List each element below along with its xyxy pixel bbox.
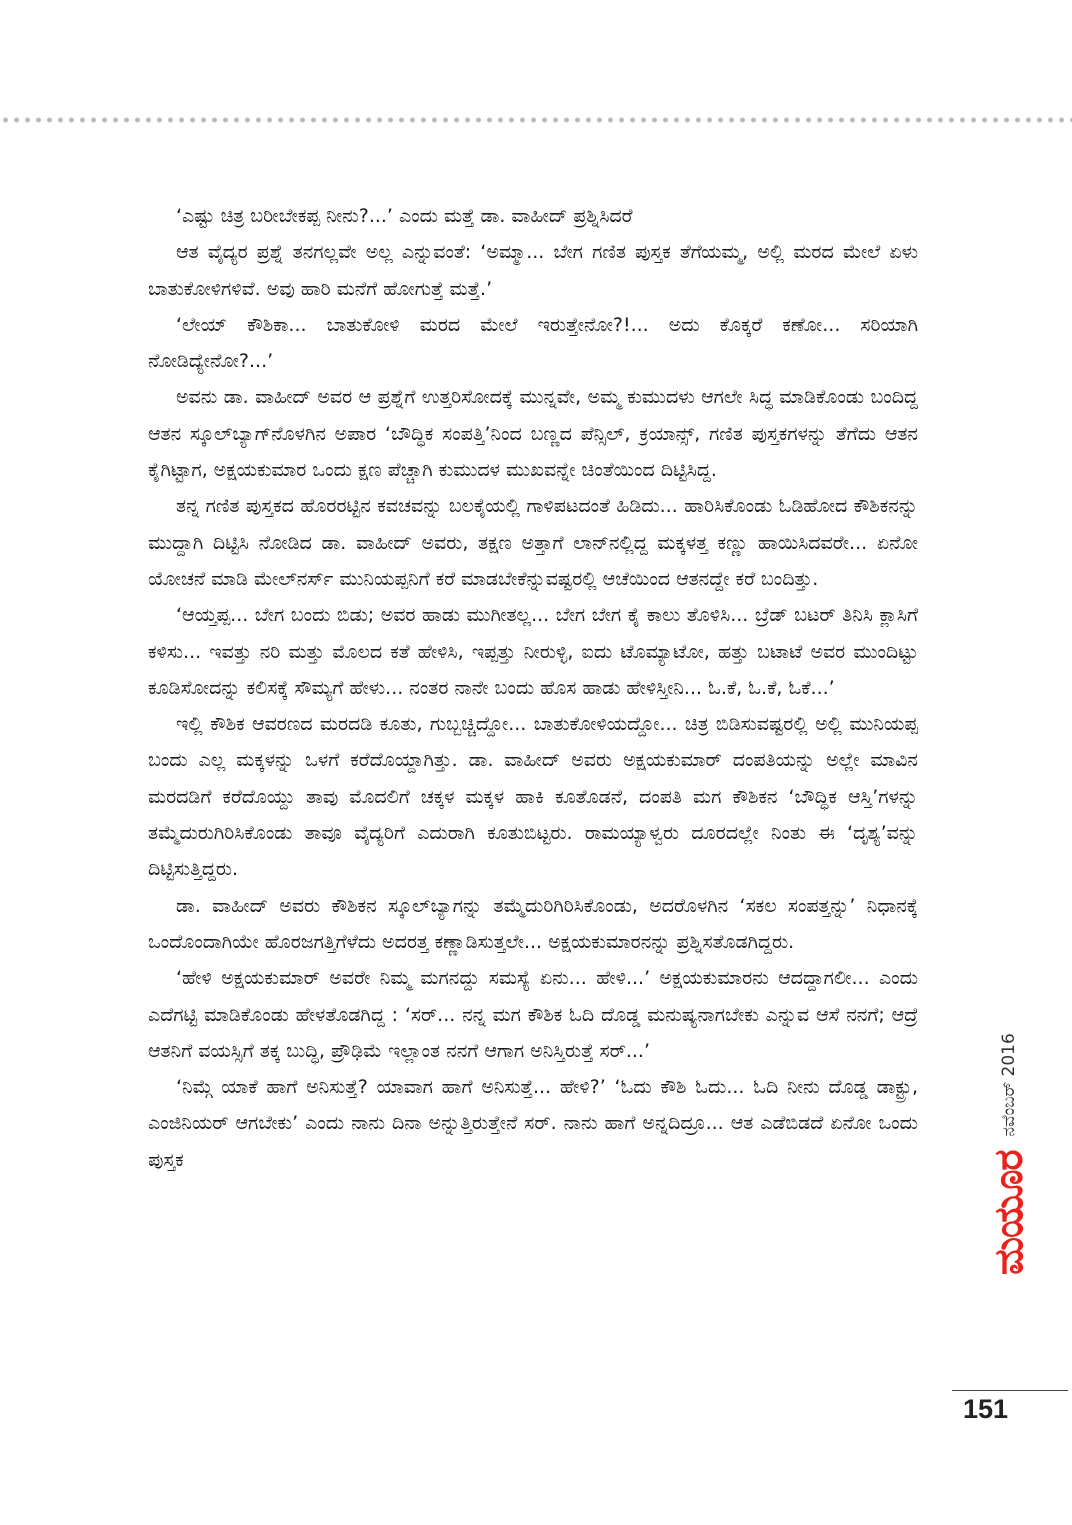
paragraph: ‘ಹೇಳಿ ಅಕ್ಷಯಕುಮಾರ್ ಅವರೇ ನಿಮ್ಮ ಮಗನದ್ದು ಸಮಸ್ಯೆ ಏನು... ಹೇಳಿ...’ ಅಕ್ಷಯಕುಮಾರನು ಆದದ್ದಾಗಲೀ... ಎಂದು ಎದೆಗಟ್ಟಿ ಮಾಡಿಕೊಂಡು ಹೇಳತೊಡಗಿದ್ದ : ‘ಸರ್... ನನ್ನ ಮಗ ಕೌಶಿಕ ಓದಿ ದೊಡ್ಡ ಮನುಷ್ಯನಾಗಬೇಕು ಎನ್ನುವ ಆಸೆ ನನಗೆ; ಆದ್ರೆ ಆತನಿಗೆ ವಯಸ್ಸಿಗೆ ತಕ್ಕ ಬುದ್ಧಿ, ಪ್ರೌಢಿಮೆ ಇಲ್ಲಾಂತ ನನಗೆ ಆಗಾಗ ಅನಿಸ್ತಿರುತ್ತೆ ಸರ್...’ <box>148 967 918 1062</box>
magazine-logo: ಮಯೂರ <box>986 1150 1032 1275</box>
page-number: 151 <box>963 1394 1009 1424</box>
article-body <box>148 198 918 1178</box>
paragraph: ‘ಎಷ್ಟು ಚಿತ್ರ ಬರೀಬೇಕಪ್ಪ ನೀನು?...’ ಎಂದು ಮತ್ತೆ ಡಾ. ವಾಹೀದ್ ಪ್ರಶ್ನಿಸಿದರೆ <box>176 205 633 227</box>
magazine-footer <box>986 1033 1032 1275</box>
paragraph: ಅವನು ಡಾ. ವಾಹೀದ್ ಅವರ ಆ ಪ್ರಶ್ನೆಗೆ ಉತ್ತರಿಸೋದಕ್ಕೆ ಮುನ್ನವೇ, ಅಮ್ಮ ಕುಮುದಳು ಆಗಲೇ ಸಿದ್ಧ ಮಾಡಿಕೊಂಡು ಬಂದಿದ್ದ ಆತನ ಸ್ಕೂಲ್‌ಬ್ಯಾಗ್‌ನೊಳಗಿನ ಅಪಾರ ‘ಬೌದ್ಧಿಕ ಸಂಪತ್ತಿ’ನಿಂದ ಬಣ್ಣದ ಪೆನ್ಸಿಲ್, ಕ್ರಯಾನ್ಸ್, ಗಣಿತ ಪುಸ್ತಕಗಳನ್ನು ತೆಗೆದು ಆತನ ಕೈಗಿಟ್ಟಾಗ, ಅಕ್ಷಯಕುಮಾರ ಒಂದು ಕ್ಷಣ ಪೆಚ್ಚಾಗಿ ಕುಮುದಳ ಮುಖವನ್ನೇ ಚಿಂತೆಯಿಂದ ದಿಟ್ಟಿಸಿದ್ದ. <box>148 386 918 482</box>
footer-rule <box>952 1390 1068 1391</box>
paragraph: ‘ಆಯ್ತಪ್ಪ... ಬೇಗ ಬಂದು ಬಿಡು; ಅವರ ಹಾಡು ಮುಗೀತಲ್ಲ... ಬೇಗ ಬೇಗ ಕೈ ಕಾಲು ತೊಳಿಸಿ... ಬ್ರೆಡ್ ಬಟರ್ ತಿನಿಸಿ ಕ್ಲಾಸಿಗೆ ಕಳಿಸು... ಇವತ್ತು ನರಿ ಮತ್ತು ಮೊಲದ ಕತೆ ಹೇಳಿಸಿ, ಇಪ್ಪತ್ತು ನೀರುಳ್ಳಿ, ಐದು ಟೊಮ್ಯಾಟೋ, ಹತ್ತು ಬಟಾಟೆ ಅವರ ಮುಂದಿಟ್ಟು ಕೂಡಿಸೋದನ್ನು ಕಲಿಸಕ್ಕೆ ಸೌಮ್ಯಗೆ ಹೇಳು... ನಂತರ ನಾನೇ ಬಂದು ಹೊಸ ಹಾಡು ಹೇಳಿಸ್ತೀನಿ... ಓ.ಕೆ, ಓ.ಕೆ, ಓಕೆ...’ <box>148 604 918 699</box>
paragraph: ಡಾ. ವಾಹೀದ್ ಅವರು ಕೌಶಿಕನ ಸ್ಕೂಲ್‌ಬ್ಯಾಗನ್ನು ತಮ್ಮೆದುರಿಗಿರಿಸಿಕೊಂಡು, ಅದರೊಳಗಿನ ‘ಸಕಲ ಸಂಪತ್ತನ್ನು’ ನಿಧಾನಕ್ಕೆ ಒಂದೊಂದಾಗಿಯೇ ಹೊರಜಗತ್ತಿಗೆಳೆದು ಅದರತ್ತ ಕಣ್ಣಾಡಿಸುತ್ತಲೇ... ಅಕ್ಷಯಕುಮಾರನನ್ನು ಪ್ರಶ್ನಿಸತೊಡಗಿದ್ದರು. <box>148 894 918 953</box>
paragraph: ಇಲ್ಲಿ ಕೌಶಿಕ ಆವರಣದ ಮರದಡಿ ಕೂತು, ಗುಬ್ಬಚ್ಚಿದ್ದೋ... ಬಾತುಕೋಳಿಯದ್ದೋ... ಚಿತ್ರ ಬಿಡಿಸುವಷ್ಟರಲ್ಲಿ ಅಲ್ಲಿ ಮುನಿಯಪ್ಪ ಬಂದು ಎಲ್ಲ ಮಕ್ಕಳನ್ನು ಒಳಗೆ ಕರೆದೊಯ್ದಾಗಿತ್ತು. ಡಾ. ವಾಹೀದ್ ಅವರು ಅಕ್ಷಯಕುಮಾರ್ ದಂಪತಿಯನ್ನು ಅಲ್ಲೇ ಮಾವಿನ ಮರದಡಿಗೆ ಕರೆದೊಯ್ದು ತಾವು ಮೊದಲಿಗೆ ಚಕ್ಕಳ ಮಕ್ಕಳ ಹಾಕಿ ಕೂತೊಡನೆ, ದಂಪತಿ ಮಗ ಕೌಶಿಕನ ‘ಬೌದ್ಧಿಕ ಆಸ್ತಿ’ಗಳನ್ನು ತಮ್ಮೆದುರುಗಿರಿಸಿಕೊಂಡು ತಾವೂ ವೈದ್ಯರಿಗೆ ಎದುರಾಗಿ ಕೂತುಬಿಟ್ಟರು. ರಾಮಯ್ಯಾಳ್ವರು ದೂರದಲ್ಲೇ ನಿಂತು ಈ ‘ದೃಶ್ಯ’ವನ್ನು ದಿಟ್ಟಿಸುತ್ತಿದ್ದರು. <box>148 713 918 881</box>
paragraph: ಆತ ವೈದ್ಯರ ಪ್ರಶ್ನೆ ತನಗಲ್ಲವೇ ಅಲ್ಲ ಎನ್ನುವಂತೆ: ‘ಅಮ್ಮಾ... ಬೇಗ ಗಣಿತ ಪುಸ್ತಕ ತೆಗೆಯಮ್ಮ, ಅಲ್ಲಿ ಮರದ ಮೇಲೆ ಏಳು ಬಾತುಕೋಳಿಗಳಿವೆ. ಅವು ಹಾರಿ ಮನೆಗೆ ಹೋಗುತ್ತೆ ಮತ್ತೆ.’ <box>148 241 918 300</box>
dotted-rule <box>0 116 1072 124</box>
paragraph: ತನ್ನ ಗಣಿತ ಪುಸ್ತಕದ ಹೊರರಟ್ಟಿನ ಕವಚವನ್ನು ಬಲಕೈಯಲ್ಲಿ ಗಾಳಿಪಟದಂತೆ ಹಿಡಿದು... ಹಾರಿಸಿಕೊಂಡು ಓಡಿಹೋದ ಕೌಶಿಕನನ್ನು ಮುದ್ದಾಗಿ ದಿಟ್ಟಿಸಿ ನೋಡಿದ ಡಾ. ವಾಹೀದ್ ಅವರು, ತಕ್ಷಣ ಅತ್ತಾಗೆ ಲಾನ್‌ನಲ್ಲಿದ್ದ ಮಕ್ಕಳತ್ತ ಕಣ್ಣು ಹಾಯಿಸಿದವರೇ... ಏನೋ ಯೋಚನೆ ಮಾಡಿ ಮೇಲ್‌ನರ್ಸ್ ಮುನಿಯಪ್ಪನಿಗೆ ಕರೆ ಮಾಡಬೇಕೆನ್ನುವಷ್ಟರಲ್ಲಿ ಆಚೆಯಿಂದ ಆತನದ್ದೇ ಕರೆ ಬಂದಿತ್ತು. <box>148 495 918 590</box>
paragraph: ‘ನಿಮ್ಗೆ ಯಾಕೆ ಹಾಗೆ ಅನಿಸುತ್ತೆ? ಯಾವಾಗ ಹಾಗೆ ಅನಿಸುತ್ತೆ... ಹೇಳಿ?’ ‘ಓದು ಕೌಶಿ ಓದು... ಓದಿ ನೀನು ದೊಡ್ಡ ಡಾಕ್ಟ್ರು, ಎಂಜಿನಿಯರ್ ಆಗಬೇಕು’ ಎಂದು ನಾನು ದಿನಾ ಅನ್ನುತ್ತಿರುತ್ತೇನೆ ಸರ್. ನಾನು ಹಾಗೆ ಅನ್ನದಿದ್ರೂ... ಆತ ಎಡೆಬಿಡದೆ ಏನೋ ಒಂದು ಪುಸ್ತಕ <box>148 1076 918 1171</box>
paragraph: ‘ಲೇಯ್ ಕೌಶಿಕಾ... ಬಾತುಕೋಳಿ ಮರದ ಮೇಲೆ ಇರುತ್ತೇನೋ?!... ಅದು ಕೊಕ್ಕರೆ ಕಣೋ... ಸರಿಯಾಗಿ ನೋಡಿದ್ಯೇನೋ?...’ <box>148 313 918 373</box>
issue-date: ನವೆಂಬರ್ 2016 <box>999 1033 1019 1137</box>
